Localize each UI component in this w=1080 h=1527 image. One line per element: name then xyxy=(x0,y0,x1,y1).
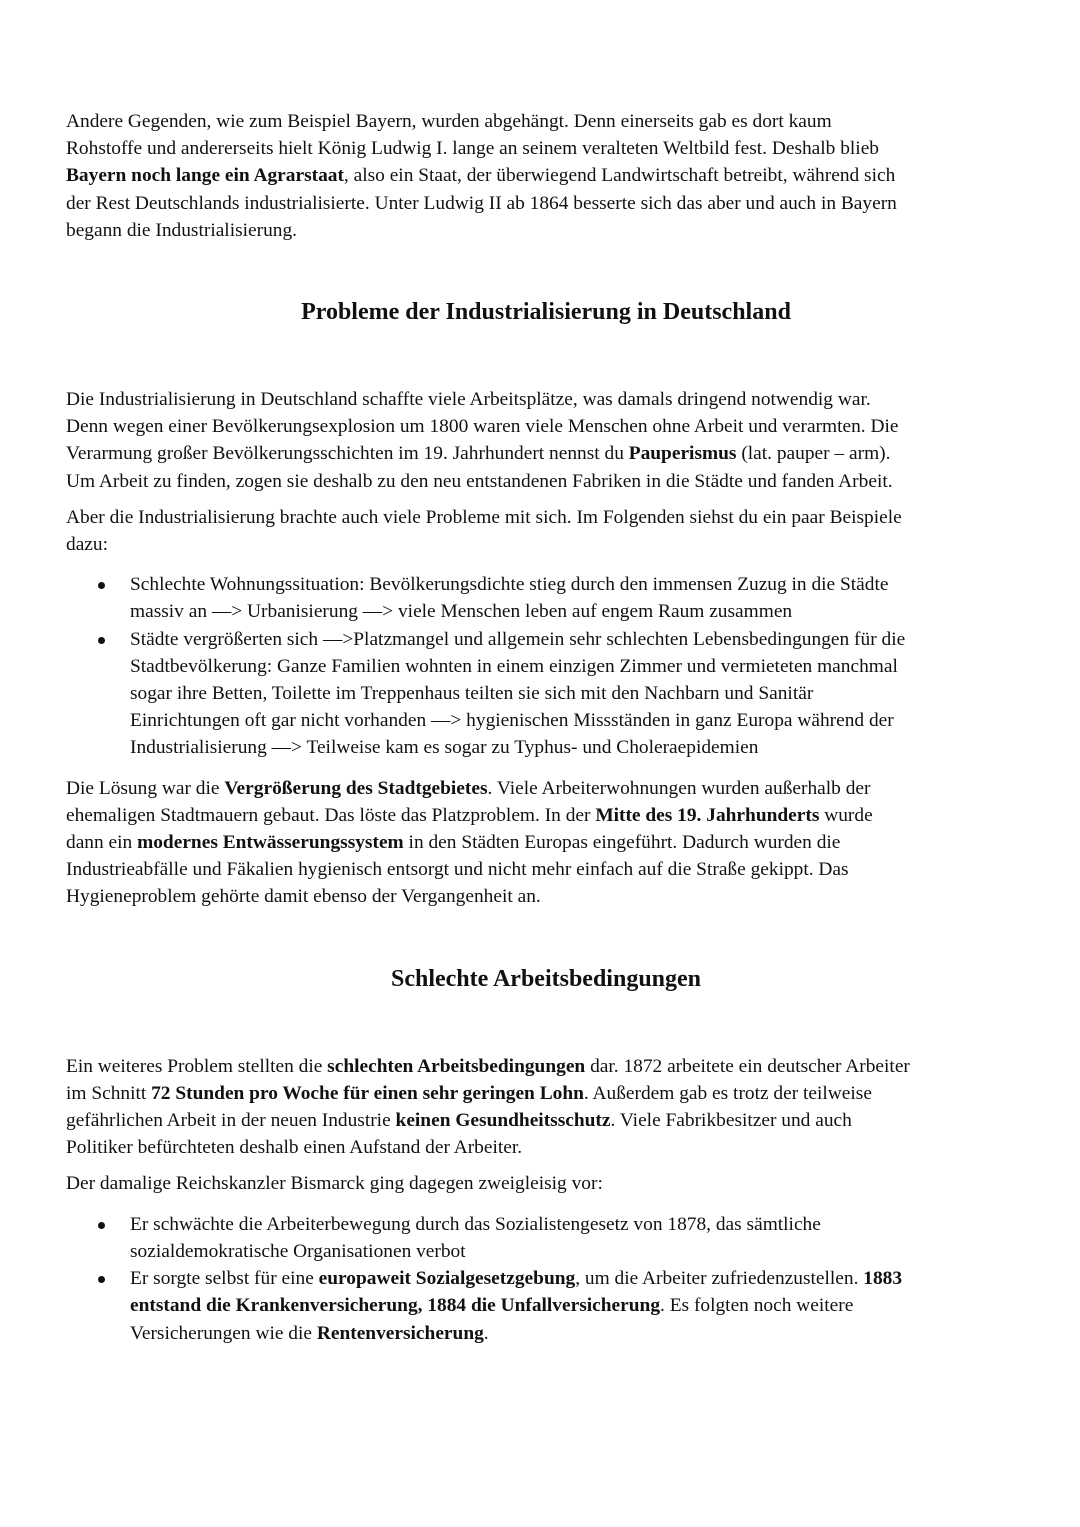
text-line: . Außerdem gab es trotz der teilweise xyxy=(583,1082,872,1104)
text-line: (lat. pauper – arm). xyxy=(736,443,891,465)
text-line: dann ein xyxy=(66,832,138,854)
text-line: Industrialisierung —> Teilweise kam es sogar zu Typhus- und Choleraepidemien xyxy=(130,737,759,759)
text-line: dar. 1872 arbeitete ein deutscher Arbeiter xyxy=(585,1055,910,1077)
bold-term: Pauperismus xyxy=(628,443,737,465)
paragraph-problems-intro xyxy=(66,504,1026,558)
text-line: Um Arbeit zu finden, zogen sie deshalb zu den neu entstandenen Fabriken in die Städte und fanden Arbeit. xyxy=(66,470,893,492)
list-item xyxy=(66,571,1026,625)
text-line: Andere Gegenden, wie zum Beispiel Bayern, wurden abgehängt. Denn einerseits gab es dort kaum xyxy=(66,111,832,132)
section-heading-working-conditions: Schlechte Arbeitsbedingungen xyxy=(390,965,702,992)
bold-term: Vergrößerung des Stadtgebietes xyxy=(224,777,488,799)
bold-term: keinen Gesundheitsschutz xyxy=(395,1110,611,1132)
problems-list xyxy=(66,571,1026,761)
text-line: Schlechte Wohnungssituation: Bevölkerungsdichte stieg durch den immensen Zuzug in die Städte xyxy=(130,574,889,596)
list-item xyxy=(66,1211,1026,1265)
text-line: Er sorgte selbst für eine xyxy=(130,1268,319,1290)
document-page xyxy=(66,108,1026,1347)
bold-term: schlechten Arbeitsbedingungen xyxy=(327,1055,586,1077)
paragraph-solution xyxy=(66,775,1026,911)
text-line: . Viele Arbeiterwohnungen wurden außerhalb der xyxy=(487,777,871,799)
text-line: Versicherungen wie die xyxy=(130,1322,317,1344)
text-line: . xyxy=(483,1322,489,1344)
text-line: im Schnitt xyxy=(66,1082,152,1104)
bullet-icon xyxy=(98,1222,105,1229)
text-line: , also ein Staat, der überwiegend Landwirtschaft betreibt, während sich xyxy=(343,165,896,187)
text-line: Verarmung großer Bevölkerungsschichten im 19. Jahrhundert nennst du xyxy=(66,443,629,465)
text-line: Stadtbevölkerung: Ganze Familien wohnten in einem einzigen Zimmer und vermieteten manchmal xyxy=(130,655,898,677)
bismarck-measures-list xyxy=(66,1211,1026,1347)
bold-term: 1883 xyxy=(863,1268,903,1290)
bullet-icon xyxy=(98,582,105,589)
bold-term: Bayern noch lange ein Agrarstaat xyxy=(66,165,344,187)
text-line: Industrieabfälle und Fäkalien hygienisch entsorgt und nicht mehr einfach auf die Straße gekippt. Das xyxy=(66,859,849,881)
text-line: . Viele Fabrikbesitzer und auch xyxy=(610,1110,852,1132)
text-line: Städte vergrößerten sich —>Platzmangel und allgemein sehr schlechten Lebensbedingungen für die xyxy=(130,628,906,650)
paragraph-pauperism xyxy=(66,386,1026,495)
bold-term: europaweit Sozialgesetzgebung xyxy=(318,1268,576,1290)
paragraph-bismarck xyxy=(66,1170,1026,1197)
text-line: sogar ihre Betten, Toilette im Treppenhaus teilten sie sich mit den Nachbarn und Sanitär xyxy=(130,683,814,705)
text-line: Der damalige Reichskanzler Bismarck ging dagegen zweigleisig vor: xyxy=(66,1173,603,1195)
intro-paragraph xyxy=(66,108,1026,244)
text-line: Er schwächte die Arbeiterbewegung durch das Sozialistengesetz von 1878, das sämtliche xyxy=(130,1213,821,1235)
text-line: Die Industrialisierung in Deutschland schaffte viele Arbeitsplätze, was damals dringend notwendig war. xyxy=(66,389,871,411)
text-line: der Rest Deutschlands industrialisierte. Unter Ludwig II ab 1864 besserte sich das aber und auch in Bayern xyxy=(66,192,897,214)
bullet-icon xyxy=(98,637,105,644)
text-line: in den Städten Europas eingeführt. Dadurch wurden die xyxy=(403,832,841,854)
text-line: Denn wegen einer Bevölkerungsexplosion um 1800 waren viele Menschen ohne Arbeit und verarmten. Die xyxy=(66,416,899,438)
paragraph-working-conditions xyxy=(66,1053,1026,1162)
section-heading-problems: Probleme der Industrialisierung in Deutschland xyxy=(301,299,791,326)
list-item xyxy=(66,626,1026,762)
text-line: Hygieneproblem gehörte damit ebenso der Vergangenheit an. xyxy=(66,886,541,908)
text-line: . Es folgten noch weitere xyxy=(660,1295,854,1317)
text-line: Ein weiteres Problem stellten die xyxy=(66,1055,328,1077)
text-line: ehemaligen Stadtmauern gebaut. Das löste das Platzproblem. In der xyxy=(66,804,596,826)
bold-term: 72 Stunden pro Woche für einen sehr geringen Lohn xyxy=(151,1082,584,1104)
text-line: gefährlichen Arbeit in der neuen Industrie xyxy=(66,1110,396,1132)
text-line: Einrichtungen oft gar nicht vorhanden —> hygienischen Missständen in ganz Europa während der xyxy=(130,710,894,732)
text-line: Rohstoffe und andererseits hielt König Ludwig I. lange an seinem veralteten Weltbild fest. Deshalb blieb xyxy=(66,138,879,160)
text-line: wurde xyxy=(819,804,873,826)
text-line: massiv an —> Urbanisierung —> viele Menschen leben auf engem Raum zusammen xyxy=(130,601,793,623)
text-line: Aber die Industrialisierung brachte auch viele Probleme mit sich. Im Folgenden siehst du ein paar Beispiele xyxy=(66,506,902,528)
text-line: dazu: xyxy=(66,534,108,556)
text-line: begann die Industrialisierung. xyxy=(66,219,298,241)
bold-term: modernes Entwässerungssystem xyxy=(137,832,404,854)
list-item xyxy=(66,1265,1026,1347)
text-line: Die Lösung war die xyxy=(66,777,225,799)
text-line: Politiker befürchteten deshalb einen Aufstand der Arbeiter. xyxy=(66,1137,523,1159)
bullet-icon xyxy=(98,1276,105,1283)
text-line: sozialdemokratische Organisationen verbot xyxy=(130,1240,466,1262)
bold-term: Rentenversicherung xyxy=(316,1322,484,1344)
text-line: , um die Arbeiter zufriedenzustellen. xyxy=(575,1268,864,1290)
bold-term: entstand die Krankenversicherung, 1884 die Unfallversicherung xyxy=(130,1295,661,1317)
bold-term: Mitte des 19. Jahrhunderts xyxy=(595,804,820,826)
